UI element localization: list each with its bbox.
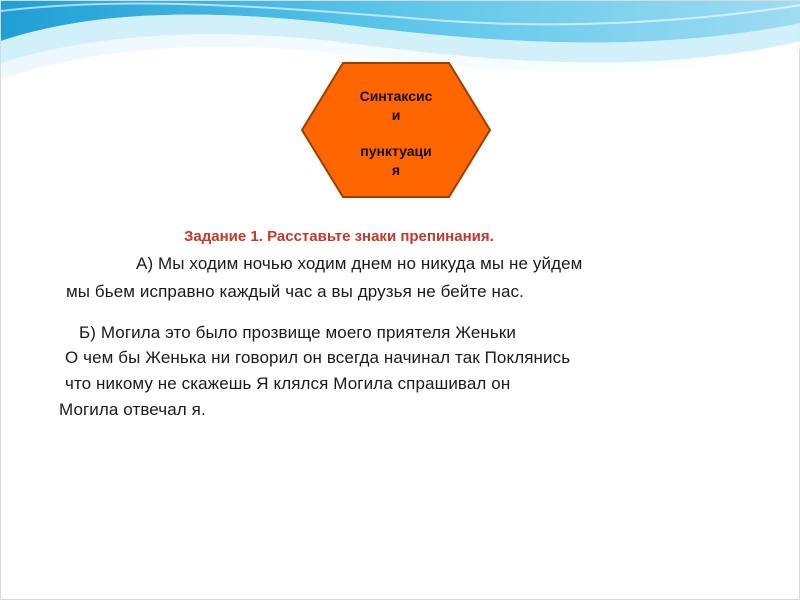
topic-line-2: и xyxy=(391,107,401,123)
topic-hexagon-label xyxy=(336,87,456,180)
topic-line-4: я xyxy=(391,162,401,178)
part-b-line-4: Могила отвечал я. xyxy=(59,400,206,419)
topic-line-3: пунктуаци xyxy=(360,143,432,159)
part-b-line-1: Б) Могила это было прозвище моего приятеля Женьки xyxy=(79,323,516,342)
topic-line-1: Синтаксис xyxy=(359,88,433,104)
part-b-line-2: О чем бы Женька ни говорил он всегда начинал так Поклянись xyxy=(65,348,571,367)
part-b-line-3: что никому не скажешь Я клялся Могила спрашивал он xyxy=(65,374,511,393)
part-a-line-1: А) Мы ходим ночью ходим днем но никуда мы не уйдем xyxy=(136,254,583,273)
part-a-line-2: мы бьем исправно каждый час а вы друзья не бейте нас. xyxy=(66,282,524,301)
task-title: Задание 1. Расставьте знаки препинания. xyxy=(184,228,494,245)
